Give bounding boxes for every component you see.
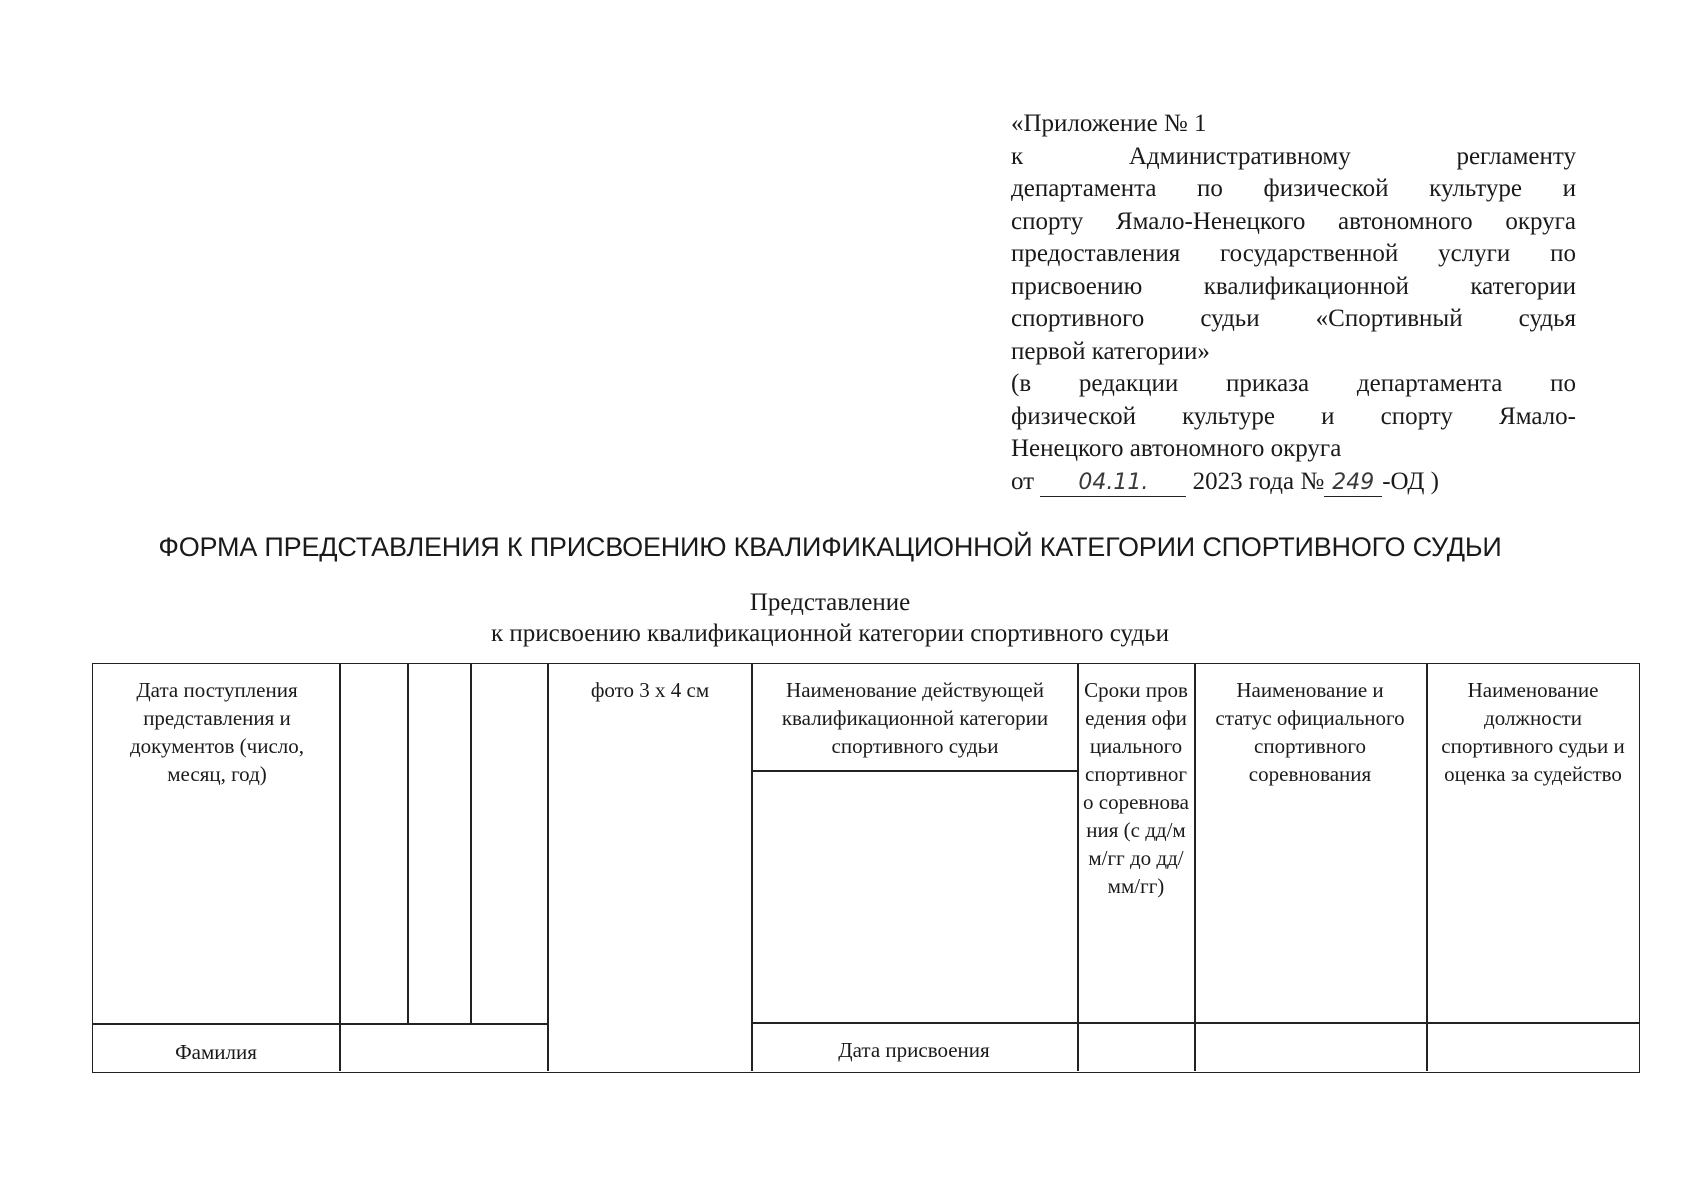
annex-line: первой категории» <box>1011 337 1210 365</box>
annex-block <box>1011 108 1576 498</box>
grid-line <box>407 664 409 1024</box>
annex-line: департамента по физической культуре и <box>1011 175 1576 202</box>
grid-line <box>1194 664 1196 1071</box>
current-category-header: Наименование действующей квалификационной категории спортивного судьи <box>781 678 1049 758</box>
annex-line: Ненецкого автономного округа <box>1011 435 1342 462</box>
annex-line: спортивного судьи «Спортивный судья <box>1011 305 1576 332</box>
surname-label: Фамилия <box>175 1040 257 1064</box>
sig-suffix: -ОД ) <box>1382 467 1439 495</box>
grid-line <box>1426 664 1428 1071</box>
sig-year: 2023 года № <box>1192 467 1325 495</box>
annex-line: «Приложение № 1 <box>1011 110 1207 137</box>
grid-line <box>339 664 341 1071</box>
judge-position-header: Наименование должности спортивного судьи и оценка за судейство <box>1441 678 1625 786</box>
competition-name-header: Наименование и статус официального спортивного соревнования <box>1215 678 1405 786</box>
competition-dates-header: Сроки проведения официального спортивного соревнования (с дд/мм/гг до дд/мм/гг) <box>1083 678 1190 898</box>
grid-line <box>751 770 1077 772</box>
handwritten-date: 04.11. <box>1040 470 1186 497</box>
annex-line: присвоению квалификационной категории <box>1011 272 1576 300</box>
annex-line: (в редакции приказа департамента по <box>1011 370 1576 397</box>
photo-placeholder: фото 3 x 4 см <box>590 678 710 702</box>
assignment-date-label: Дата присвоения <box>838 1038 990 1062</box>
form-table <box>92 663 1640 1073</box>
annex-signature-line <box>1011 466 1576 499</box>
form-title: ФОРМА ПРЕДСТАВЛЕНИЯ К ПРИСВОЕНИЮ КВАЛИФИКАЦИОННОЙ КАТЕГОРИИ СПОРТИВНОГО СУДЬИ <box>158 532 1502 562</box>
grid-line <box>751 1022 1639 1024</box>
subtitle-line-1: Представление <box>749 589 911 616</box>
annex-line: к Административному регламенту <box>1011 142 1576 170</box>
grid-line <box>1077 664 1079 1071</box>
sig-prefix: от <box>1011 467 1035 495</box>
grid-line <box>547 664 549 1071</box>
grid-line <box>470 664 472 1024</box>
annex-line: физической культуре и спорту Ямало- <box>1011 402 1576 430</box>
annex-line: предоставления государственной услуги по <box>1011 240 1576 267</box>
grid-line <box>93 1023 547 1025</box>
handwritten-number: 249 <box>1324 470 1382 497</box>
subtitle-line-2: к присвоению квалификационной категории спортивного судьи <box>491 620 1169 647</box>
date-received-header: Дата поступления представления и документов (число, месяц, год) <box>129 678 305 786</box>
annex-line: спорту Ямало-Ненецкого автономного округа <box>1011 207 1576 235</box>
